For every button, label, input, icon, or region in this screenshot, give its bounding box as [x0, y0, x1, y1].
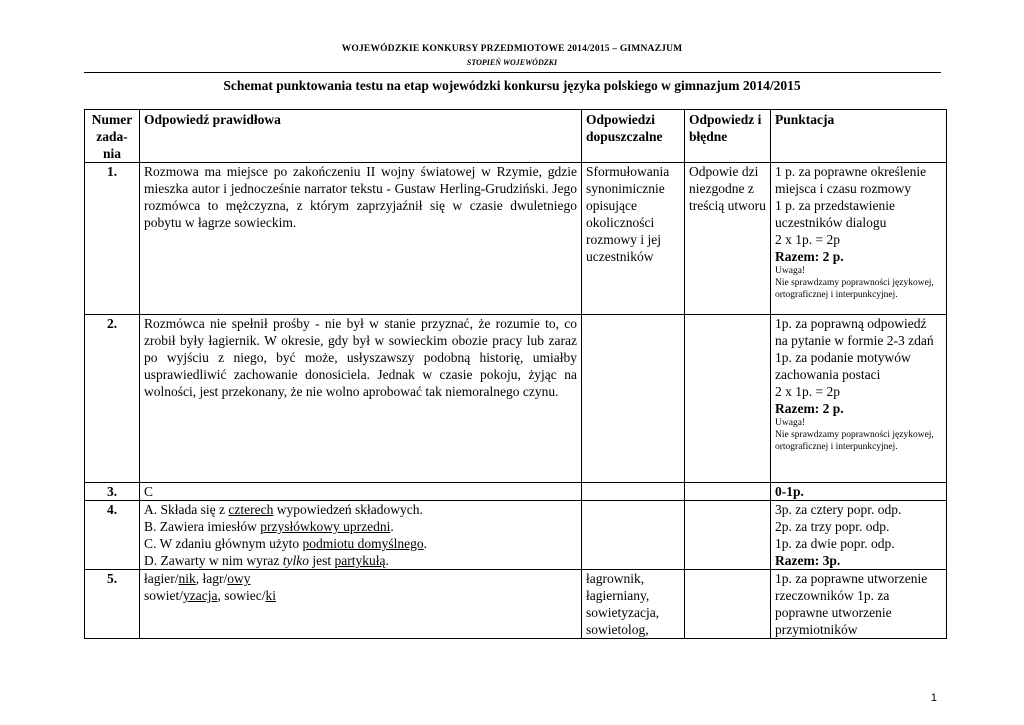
word-line: łagier/nik, łagr/owy — [144, 571, 251, 586]
header-divider — [84, 72, 941, 73]
points-note-title: Uwaga! — [775, 418, 806, 428]
row-num: 3. — [85, 483, 140, 501]
page-number: 1 — [930, 692, 937, 704]
points-total: Razem: 3p. — [775, 553, 841, 568]
document-header: WOJEWÓDZKIE KONKURSY PRZEDMIOTOWE 2014/2015 – GIMNAZJUM — [341, 44, 683, 54]
document-subheader: STOPIEŃ WOJEWÓDZKI — [466, 58, 558, 67]
header-num: Numer zada- nia — [85, 110, 140, 163]
row-wrong: Odpowie dzi niezgodne z treścią utworu — [685, 163, 771, 315]
answer-item-c: C. W zdaniu głównym użyto podmiotu domyślnego. — [144, 536, 427, 551]
points-note: Nie sprawdzamy poprawności językowej, ortograficznej i interpunkcyjnej. — [775, 430, 934, 452]
answer-item-b: B. Zawiera imiesłów przysłówkowy uprzedni. — [144, 519, 394, 534]
points-line: 1p. za podanie motywów zachowania postaci — [775, 350, 911, 382]
row-num: 2. — [85, 315, 140, 483]
table-header-row — [85, 110, 947, 163]
points-note: Nie sprawdzamy poprawności językowej, ortograficznej i interpunkcyjnej. — [775, 278, 934, 300]
row-answer: C — [140, 483, 582, 501]
row-num: 1. — [85, 163, 140, 315]
word-line: sowiet/yzacja, sowiec/ki — [144, 588, 276, 603]
row-points: 1p. za poprawne utworzenie rzeczowników 1p. za poprawne utworzenie przymiotników — [771, 570, 947, 639]
points-line: 1 p. za poprawne określenie miejsca i czasu rozmowy — [775, 164, 927, 196]
row-num: 5. — [85, 570, 140, 639]
scoring-table — [84, 109, 947, 639]
row-wrong — [685, 315, 771, 483]
row-allowed — [582, 501, 685, 570]
row-answer — [140, 501, 582, 570]
row-wrong — [685, 483, 771, 501]
row-points — [771, 501, 947, 570]
table-row — [85, 501, 947, 570]
table-row — [85, 315, 947, 483]
row-allowed — [582, 315, 685, 483]
points-line: 2 x 1p. = 2p — [775, 232, 840, 247]
points-line: 1p. za poprawną odpowiedź na pytanie w formie 2-3 zdań — [775, 316, 934, 348]
points-line: 1p. za dwie popr. odp. — [775, 536, 895, 551]
row-answer — [140, 570, 582, 639]
header-allowed: Odpowiedzi dopuszczalne — [582, 110, 685, 163]
header-wrong: Odpowiedz i błędne — [685, 110, 771, 163]
table-row — [85, 163, 947, 315]
table-row — [85, 570, 947, 639]
answer-item-a: A. Składa się z czterech wypowiedzeń składowych. — [144, 502, 423, 517]
row-allowed: Sformułowania synonimicznie opisujące okoliczności rozmowy i jej uczestników — [582, 163, 685, 315]
row-allowed: łagrownik, łagierniany, sowietyzacja, sowietolog, — [582, 570, 685, 639]
header-answer: Odpowiedź prawidłowa — [140, 110, 582, 163]
row-points — [771, 163, 947, 315]
row-answer: Rozmowa ma miejsce po zakończeniu II wojny światowej w Rzymie, gdzie mieszka autor i jednocześnie narrator tekstu - Gustaw Herling-Grudziński. Jego rozmówca to mężczyzna, z którym zaprzyjaźnił się w czasie dwuletniego pobytu w łagrze sowieckim. — [140, 163, 582, 315]
page-title: Schemat punktowania testu na etap wojewódzki konkursu języka polskiego w gimnazjum 2014/2015 — [223, 78, 801, 93]
points-total: Razem: 2 p. — [775, 249, 844, 264]
row-allowed — [582, 483, 685, 501]
header-points: Punktacja — [771, 110, 947, 163]
row-wrong — [685, 570, 771, 639]
table-row — [85, 483, 947, 501]
points-line: 2 x 1p. = 2p — [775, 384, 840, 399]
row-wrong — [685, 501, 771, 570]
row-points — [771, 315, 947, 483]
points-total: Razem: 2 p. — [775, 401, 844, 416]
answer-item-d: D. Zawarty w nim wyraz tylko jest partykułą. — [144, 553, 389, 568]
row-answer: Rozmówca nie spełnił prośby - nie był w stanie przyznać, że rozumie to, co zrobił były łagiernik. W okresie, gdy był w sowieckim obozie pracy lub zaraz po wyjściu z niego, być może, usłyszawszy podobną historię, umiałby usprawiedliwić zachowanie donosiciela. Jednak w czasie pokoju, żyjąc na wolności, jest przekonany, że nie wolno aprobować tak niemoralnego czynu. — [140, 315, 582, 483]
row-num: 4. — [85, 501, 140, 570]
row-points: 0-1p. — [771, 483, 947, 501]
points-line: 2p. za trzy popr. odp. — [775, 519, 890, 534]
points-line: 1 p. za przedstawienie uczestników dialogu — [775, 198, 895, 230]
points-note-title: Uwaga! — [775, 266, 806, 276]
points-line: 3p. za cztery popr. odp. — [775, 502, 902, 517]
